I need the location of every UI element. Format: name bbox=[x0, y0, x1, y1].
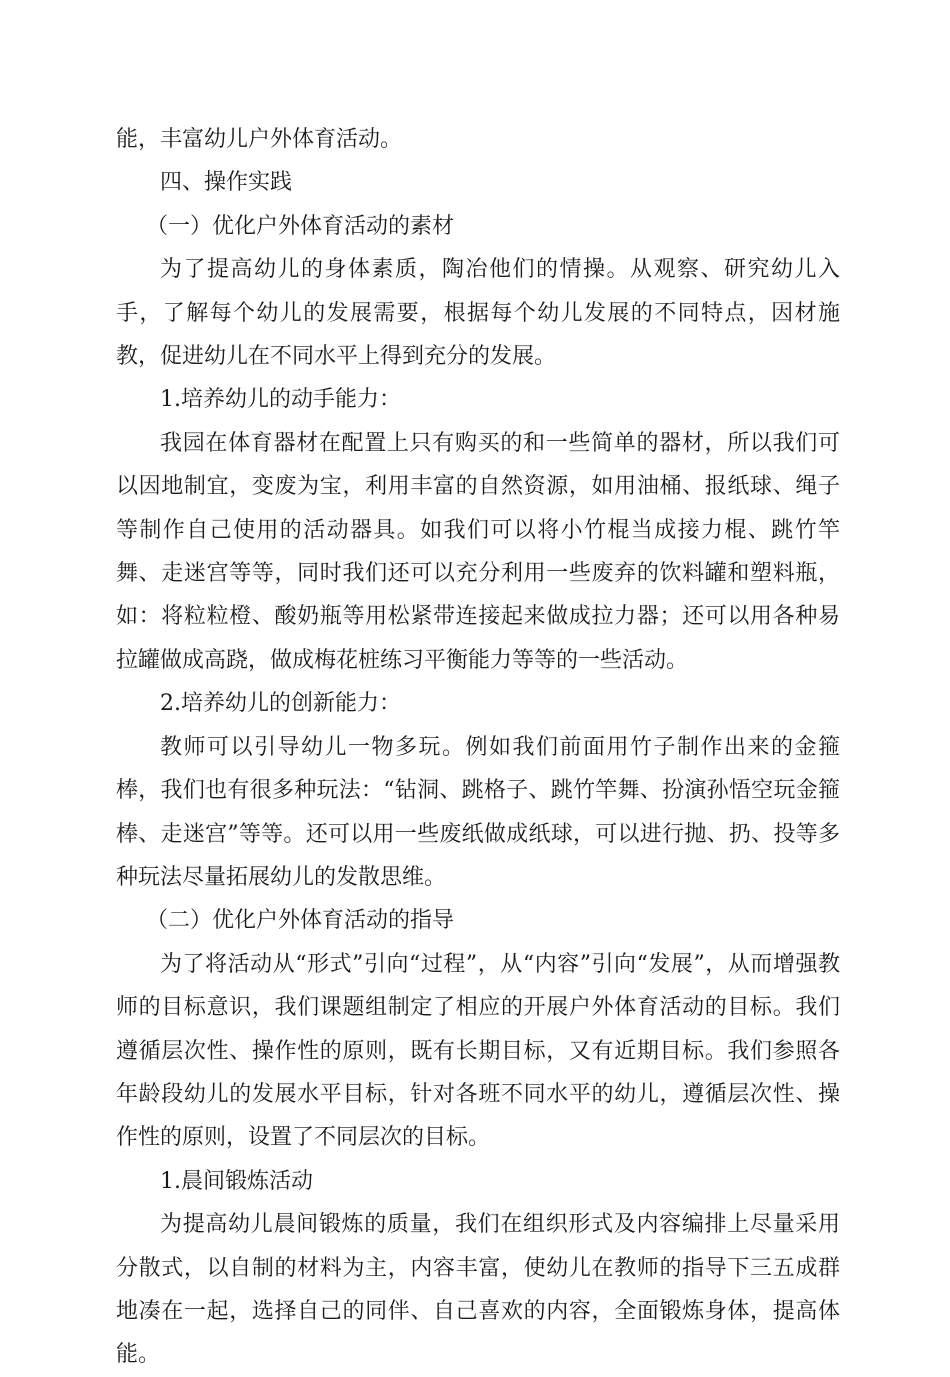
paragraph-innovation: 教师可以引导幼儿一物多玩。例如我们前面用竹子制作出来的金箍棒，我们也有很多种玩法：“钻洞、跳格子、跳竹竿舞、扮演孙悟空玩金箍棒、走迷宫”等等。还可以用一些废纸做成纸球，可以进行抛、扔、投等多种玩法尽量拓展幼儿的发散思维。 bbox=[116, 734, 840, 890]
section-heading-practice: 四、操作实践 bbox=[160, 170, 293, 196]
document-body bbox=[116, 118, 840, 1377]
subsection-heading-guidance: （二）优化户外体育活动的指导 bbox=[146, 908, 455, 934]
paragraph-guidance: 为了将活动从“形式”引向“过程”，从“内容”引向“发展”，从而增强教师的目标意识，我们课题组制定了相应的开展户外体育活动的目标。我们遵循层次性、操作性的原则，既有长期目标，又有近期目标。我们参照各年龄段幼儿的发展水平目标，针对各班不同水平的幼儿，遵循层次性、操作性的原则，设置了不同层次的目标。 bbox=[116, 951, 840, 1151]
subsection-heading-materials: （一）优化户外体育活动的素材 bbox=[146, 213, 455, 239]
item-heading-innovation: 2.培养幼儿的创新能力： bbox=[160, 691, 401, 717]
paragraph-continuation: 能，丰富幼儿户外体育活动。 bbox=[116, 127, 403, 152]
paragraph-materials-intro: 为了提高幼儿的身体素质，陶冶他们的情操。从观察、研究幼儿入手，了解每个幼儿的发展需要，根据每个幼儿发展的不同特点，因材施教，促进幼儿在不同水平上得到充分的发展。 bbox=[116, 257, 840, 370]
item-heading-morning-exercise: 1.晨间锻炼活动 bbox=[160, 1168, 313, 1194]
paragraph-morning-exercise: 为提高幼儿晨间锻炼的质量，我们在组织形式及内容编排上尽量采用分散式，以自制的材料为主，内容丰富，使幼儿在教师的指导下三五成群地凑在一起，选择自己的同伴、自己喜欢的内容，全面锻炼身体，提高体能。 bbox=[116, 1212, 840, 1368]
paragraph-hands-on: 我园在体育器材在配置上只有购买的和一些简单的器材，所以我们可以因地制宜，变废为宝，利用丰富的自然资源，如用油桶、报纸球、绳子等制作自己使用的活动器具。如我们可以将小竹棍当成接力棍、跳竹竿舞、走迷宫等等，同时我们还可以充分利用一些废弃的饮料罐和塑料瓶，如：将粒粒橙、酸奶瓶等用松紧带连接起来做成拉力器；还可以用各种易拉罐做成高跷，做成梅花桩练习平衡能力等等的一些活动。 bbox=[116, 430, 840, 673]
item-heading-hands-on: 1.培养幼儿的动手能力： bbox=[160, 387, 401, 413]
